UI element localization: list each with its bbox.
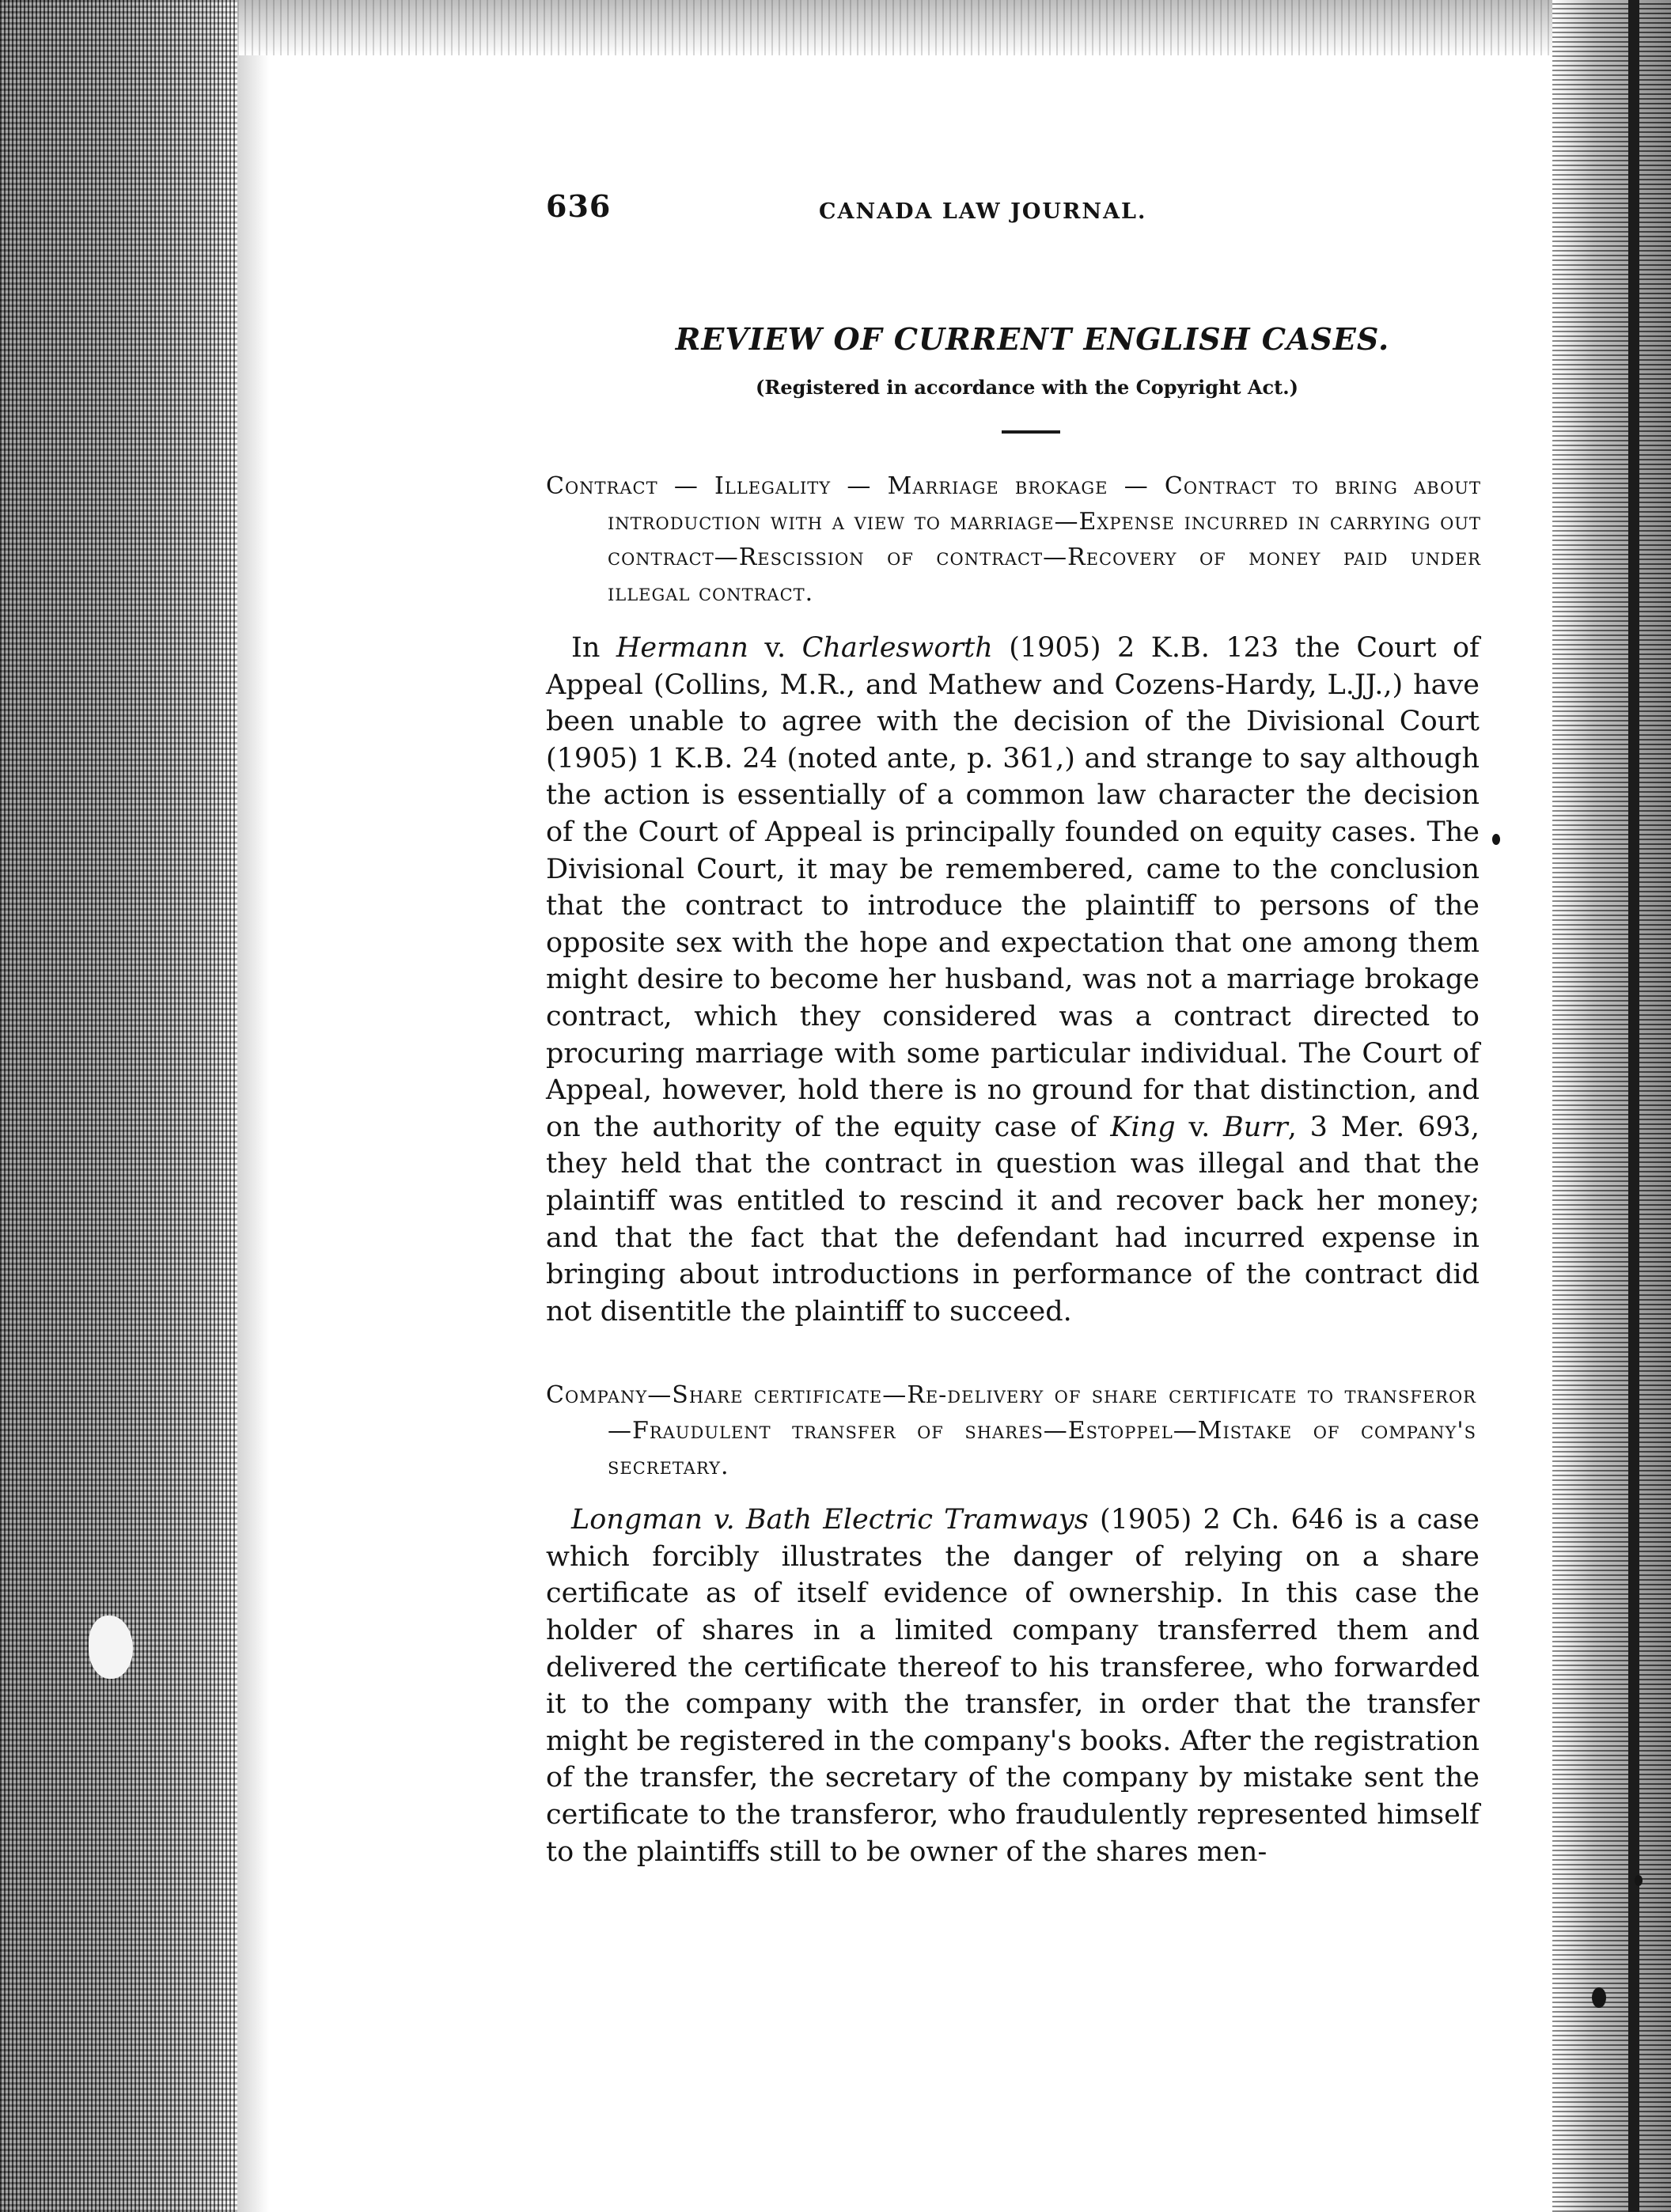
case-name-versus: v. [748,632,802,664]
copyright-note: (Registered in accordance with the Copyright Act.) [756,376,1298,399]
running-head: CANADA LAW JOURNAL. [819,199,1147,224]
document-page [546,188,1480,1898]
case-paragraph [546,1502,1480,1870]
paragraph-text: (1905) 2 Ch. 646 is a case which forcibly illustrates the danger of relying on a share certificate as of itself evidence of ownership. In this case the holder of shares in a limited company transferred them and delivered the certificate thereof to his transferee, who forwarded it to the company with the transfer, in order that the transfer might be registered in the company's books. After the registration of the transfer, the secretary of the company by mistake sent the certificate to the transferor, who fraudulently represented himself to the plaintiffs still to be owner of the shares men- [546,1504,1480,1868]
paragraph-text: (1905) 2 K.B. 123 the Court of Appeal (Collins, M.R., and Mathew and Cozens-Hardy, L.JJ.,) have been unable to agree with the decision of the Divisional Court (1905) 1 K.B. 24 (noted ante, p. 361,) and strange to say although the action is essentially of a common law character the decision of the Court of Appeal is principally founded on equity cases. The Divisional Court, it may be remembered, came to the conclusion that the contract to introduce the plaintiff to persons of the opposite sex with the hope and expectation that one among them might desire to become her husband, was not a marriage brokage contract, which they considered was a contract directed to procuring marriage with some particular individual. The Court of Appeal, however, hold there is no ground for that distinction, and on the authority of the equity case of [546,632,1480,1143]
scan-speck [1635,1875,1643,1886]
scan-blot [89,1615,133,1679]
page-number: 636 [546,188,612,224]
case-name: Longman v. Bath Electric Tramways [571,1504,1089,1536]
case-name: Charlesworth [801,632,993,664]
page-header [546,188,1480,236]
scan-border-left-edge [237,0,269,2212]
case-name: Hermann [616,632,748,664]
scan-border-right [1552,0,1671,2212]
scan-speck [1492,834,1500,845]
scan-border-top [237,0,1671,55]
section-title: REVIEW OF CURRENT ENGLISH CASES. [675,321,1390,357]
cited-case-name: Burr [1223,1111,1288,1143]
scan-speck [1592,1987,1606,2008]
paragraph-text: , 3 Mer. 693, they held that the contract in question was illegal and that the plaintiff was entitled to rescind it and recover back her money; and that the fact that the defendant had incurred expense in bringing about introductions in performance of the contract did not disentitle the plaintiff to succeed. [546,1111,1480,1328]
case-name-versus: v. [1175,1111,1223,1143]
case-headnote: Contract — Illegality — Marriage brokage — Contract to bring about introduction with a view to marriage—Expense incurred in carrying out contract—Rescission of contract—Recovery of money paid under illegal contract. [546,472,1481,607]
case-headnote: Company—Share certificate—Re-delivery of share certificate to transferor—Fraudulent transfer of shares—Estoppel—Mistake of company's secretary. [546,1381,1476,1481]
scan-border-left [0,0,237,2212]
divider-rule [1002,430,1060,434]
cited-case-name: King [1110,1111,1176,1143]
case-paragraph: In Hermann v. Charlesworth (1905) 2 K.B. 123 the Court of Appeal (Collins, M.R., and Mathew and Cozens-Hardy, L.JJ.,) have been unable to agree with the decision of the Divisional Court (1905) 1 K.B. 24 (noted ante, p. 361,) and strange to say although the action is essentially of a common law character the decision of the Court of Appeal is principally founded on equity cases. The Divisional Court, it may be remembered, came to the conclusion that the contract to introduce the plaintiff to persons of the opposite sex with the hope and expectation that one among them might desire to become her husband, was not a marriage brokage contract, which they considered was a contract directed to procuring marriage with some particular individual. The Court of Appeal, however, hold there is no ground for that distinction, and on the authority of the equity case of King v. Burr, 3 Mer. 693, they held that the contract in question was illegal and that the plaintiff was entitled to rescind it and recover back her money; and that the fact that the defendant had incurred expense in bringing about introductions in performance of the contract did not disentitle the plaintiff to succeed. [546,632,1480,1328]
